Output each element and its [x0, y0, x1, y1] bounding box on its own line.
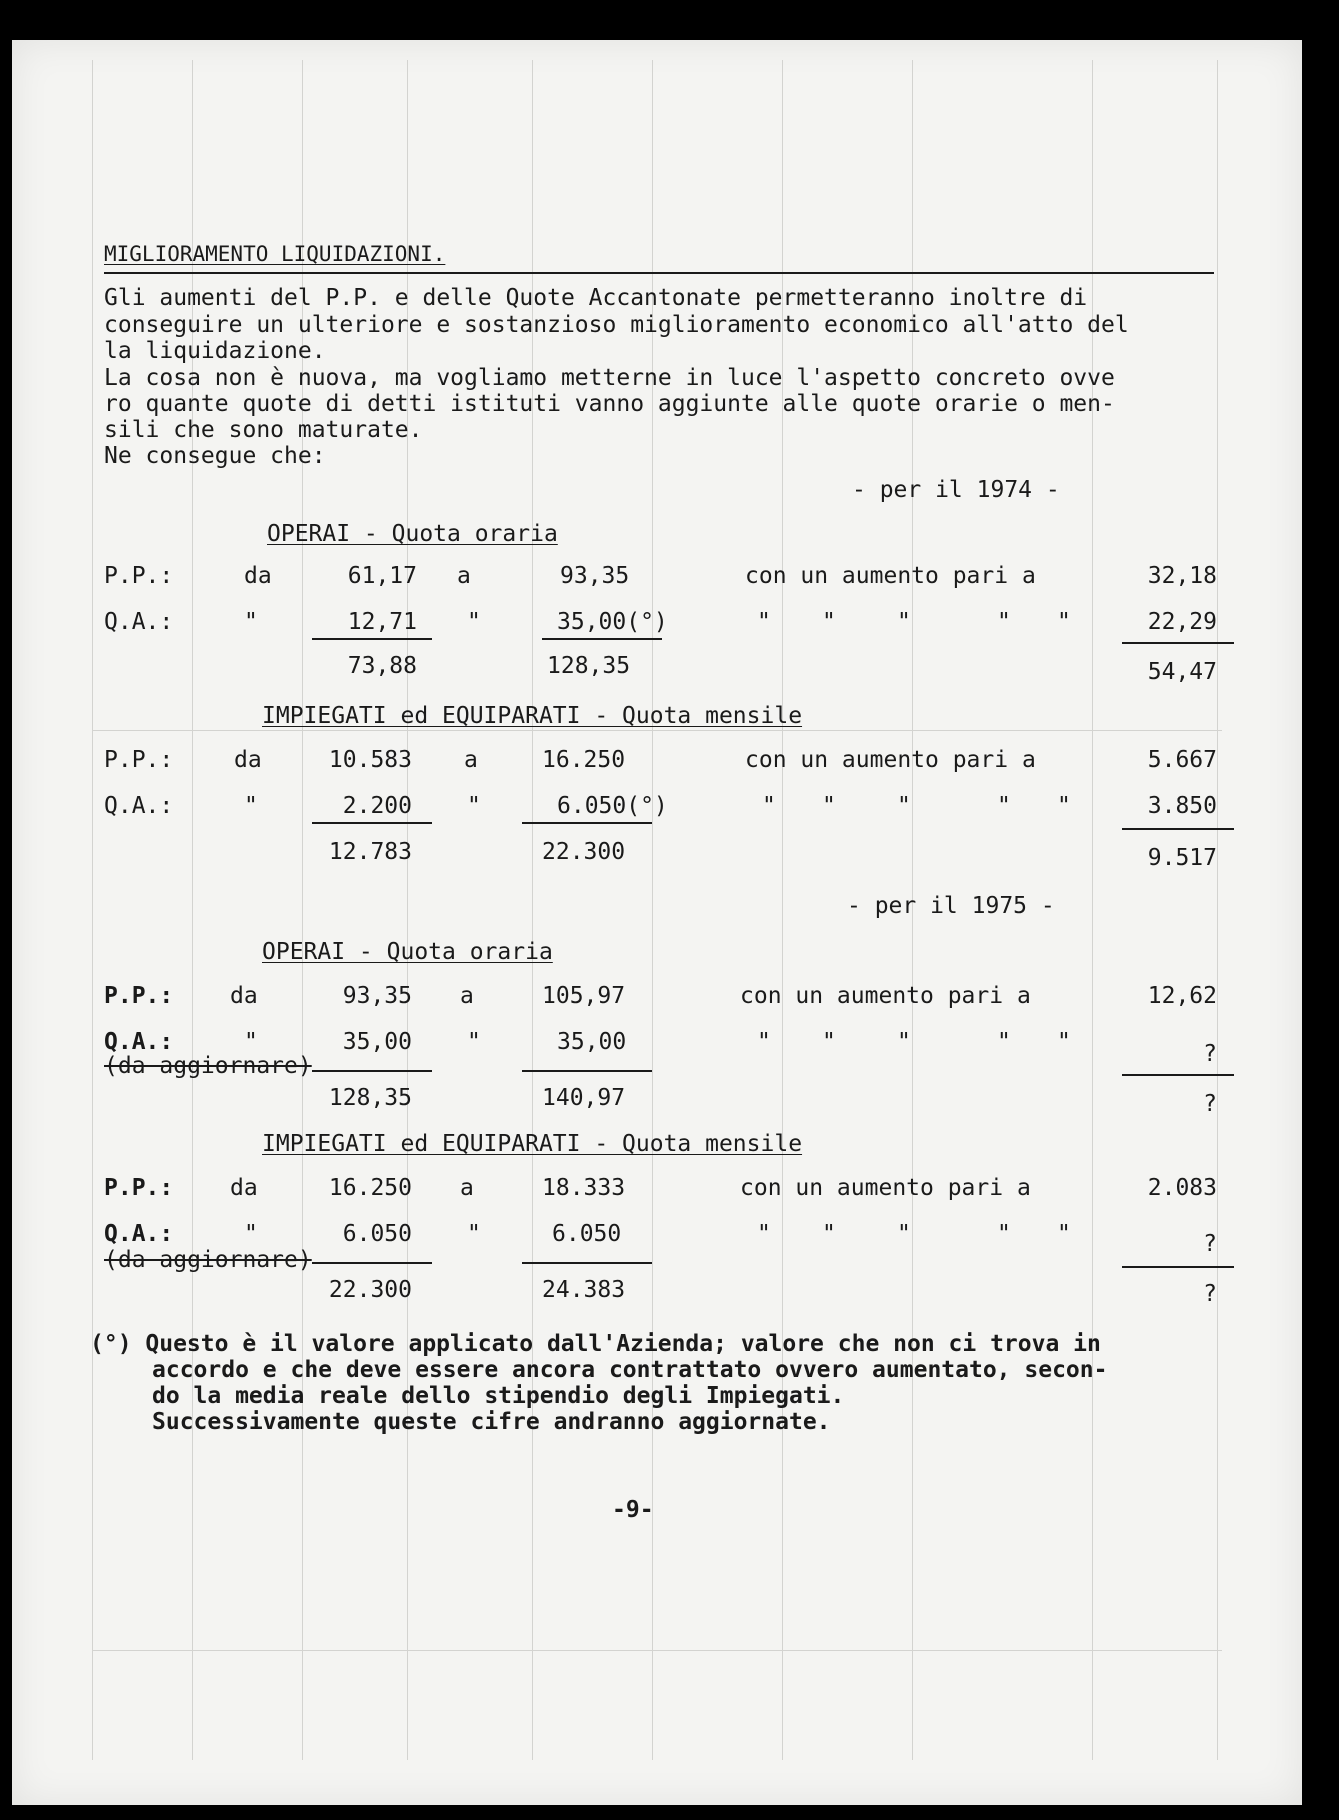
sum-rule: [312, 1070, 432, 1072]
pp-increase: 2.083: [1147, 1175, 1217, 1201]
pp-to: 16.250: [542, 747, 626, 773]
sum-rule: [312, 822, 432, 824]
total-to: 22.300: [542, 839, 626, 865]
pp-from: 10.583: [328, 747, 412, 773]
pp-to: 105,97: [542, 983, 626, 1009]
ditto-mark: ": [997, 1029, 1011, 1055]
a-label: a: [457, 563, 471, 589]
qa-increase: 3.850: [1147, 793, 1217, 819]
qa-increase: 22,29: [1147, 609, 1217, 635]
section-heading: IMPIEGATI ed EQUIPARATI - Quota mensile: [262, 1131, 803, 1157]
pp-increase: 32,18: [1147, 563, 1217, 589]
pp-from: 16.250: [328, 1175, 412, 1201]
ditto-mark: ": [244, 793, 258, 819]
section-heading: OPERAI - Quota oraria: [262, 939, 553, 965]
a-label: a: [460, 1175, 474, 1201]
da-label: da: [230, 1175, 258, 1201]
sum-rule: [522, 1262, 652, 1264]
increase-text: con un aumento pari a: [745, 563, 1036, 589]
pp-to: 18.333: [542, 1175, 626, 1201]
total-to: 24.383: [542, 1277, 626, 1303]
qa-to: 6.050: [552, 1221, 622, 1247]
qa-increase: ?: [1203, 1041, 1217, 1067]
year-heading-1974: - per il 1974 -: [852, 477, 1060, 503]
sum-rule: [1122, 828, 1234, 830]
sum-rule: [312, 638, 432, 640]
total-increase: 54,47: [1147, 659, 1217, 685]
ditto-mark: ": [997, 793, 1011, 819]
pp-label: P.P.:: [104, 747, 174, 773]
footnote-line: do la media reale dello stipendio degli Impiegati.: [152, 1383, 845, 1409]
ditto-mark: ": [822, 793, 836, 819]
pp-label: P.P.:: [104, 563, 174, 589]
increase-text: con un aumento pari a: [745, 747, 1036, 773]
pp-increase: 5.667: [1147, 747, 1217, 773]
footnote-line: Successivamente queste cifre andranno aggiornate.: [152, 1409, 831, 1435]
da-label: da: [230, 983, 258, 1009]
ditto-mark: ": [822, 1221, 836, 1247]
qa-to: 35,00(°): [557, 609, 668, 635]
intro-line: la liquidazione.: [104, 338, 326, 364]
ditto-mark: ": [467, 609, 481, 635]
pp-increase: 12,62: [1147, 983, 1217, 1009]
ditto-mark: ": [244, 1221, 258, 1247]
qa-increase: ?: [1203, 1231, 1217, 1257]
ditto-mark: ": [1057, 1029, 1071, 1055]
footnote-line: (°) Questo è il valore applicato dall'Azienda; valore che non ci trova in: [90, 1331, 1101, 1357]
ghost-line: [92, 730, 1222, 731]
ditto-mark: ": [997, 1221, 1011, 1247]
total-from: 128,35: [328, 1085, 412, 1111]
pp-label: P.P.:: [104, 983, 174, 1009]
da-label: da: [244, 563, 272, 589]
ghost-line: [1217, 60, 1218, 1760]
ditto-mark: ": [897, 1221, 911, 1247]
section-heading: OPERAI - Quota oraria: [267, 521, 558, 547]
ghost-line: [92, 60, 93, 1760]
ditto-mark: ": [762, 793, 776, 819]
pp-label: P.P.:: [104, 1175, 174, 1201]
pp-from: 93,35: [342, 983, 412, 1009]
ditto-mark: ": [467, 1221, 481, 1247]
ditto-mark: ": [467, 1029, 481, 1055]
update-note: (da aggiornare): [104, 1247, 312, 1273]
ditto-mark: ": [757, 1221, 771, 1247]
ditto-mark: ": [467, 793, 481, 819]
intro-line: sili che sono maturate.: [104, 417, 423, 443]
qa-label: Q.A.:: [104, 1221, 174, 1247]
ditto-mark: ": [897, 793, 911, 819]
document-page: [12, 40, 1302, 1805]
qa-from: 6.050: [342, 1221, 412, 1247]
ditto-mark: ": [1057, 793, 1071, 819]
ditto-mark: ": [1057, 1221, 1071, 1247]
intro-line: La cosa non è nuova, ma vogliamo metterne in luce l'aspetto concreto ovve: [104, 365, 1115, 391]
sum-rule: [542, 638, 662, 640]
increase-text: con un aumento pari a: [740, 983, 1031, 1009]
sum-rule: [312, 1262, 432, 1264]
ditto-mark: ": [897, 609, 911, 635]
footnote-line: accordo e che deve essere ancora contrattato ovvero aumentato, secon-: [152, 1357, 1108, 1383]
page-number: -9-: [612, 1497, 654, 1523]
increase-text: con un aumento pari a: [740, 1175, 1031, 1201]
ditto-mark: ": [757, 1029, 771, 1055]
ditto-mark: ": [822, 1029, 836, 1055]
total-from: 22.300: [328, 1277, 412, 1303]
ditto-mark: ": [822, 609, 836, 635]
pp-to: 93,35: [560, 563, 630, 589]
update-note: (da aggiornare): [104, 1053, 312, 1079]
total-to: 140,97: [542, 1085, 626, 1111]
page-title: MIGLIORAMENTO LIQUIDAZIONI.: [104, 242, 446, 266]
sum-rule: [522, 822, 652, 824]
total-from: 73,88: [347, 653, 417, 679]
total-increase: ?: [1203, 1281, 1217, 1307]
a-label: a: [460, 983, 474, 1009]
da-label: da: [234, 747, 262, 773]
title-rule: [104, 272, 1214, 274]
a-label: a: [464, 747, 478, 773]
qa-label: Q.A.:: [104, 609, 174, 635]
ditto-mark: ": [897, 1029, 911, 1055]
qa-to: 6.050(°): [557, 793, 668, 819]
intro-line: Gli aumenti del P.P. e delle Quote Accantonate permetteranno inoltre di: [104, 285, 1088, 311]
sum-rule: [1122, 1074, 1234, 1076]
qa-label: Q.A.:: [104, 793, 174, 819]
qa-from: 12,71: [347, 609, 417, 635]
qa-from: 35,00: [342, 1029, 412, 1055]
year-heading-1975: - per il 1975 -: [847, 893, 1055, 919]
ditto-mark: ": [1057, 609, 1071, 635]
total-increase: 9.517: [1147, 845, 1217, 871]
qa-to: 35,00: [557, 1029, 627, 1055]
intro-line: conseguire un ulteriore e sostanzioso miglioramento economico all'atto del: [104, 312, 1129, 338]
intro-line: Ne consegue che:: [104, 443, 326, 469]
sum-rule: [1122, 1266, 1234, 1268]
ghost-line: [92, 1650, 1222, 1651]
intro-line: ro quante quote di detti istituti vanno aggiunte alle quote orarie o men-: [104, 391, 1115, 417]
ditto-mark: ": [757, 609, 771, 635]
sum-rule: [1122, 642, 1234, 644]
qa-label: Q.A.:: [104, 1029, 174, 1055]
section-heading: IMPIEGATI ed EQUIPARATI - Quota mensile: [262, 703, 803, 729]
total-from: 12.783: [328, 839, 412, 865]
pp-from: 61,17: [347, 563, 417, 589]
total-increase: ?: [1203, 1091, 1217, 1117]
sum-rule: [522, 1070, 652, 1072]
qa-from: 2.200: [342, 793, 412, 819]
total-to: 128,35: [547, 653, 631, 679]
ditto-mark: ": [997, 609, 1011, 635]
ditto-mark: ": [244, 1029, 258, 1055]
ditto-mark: ": [244, 609, 258, 635]
